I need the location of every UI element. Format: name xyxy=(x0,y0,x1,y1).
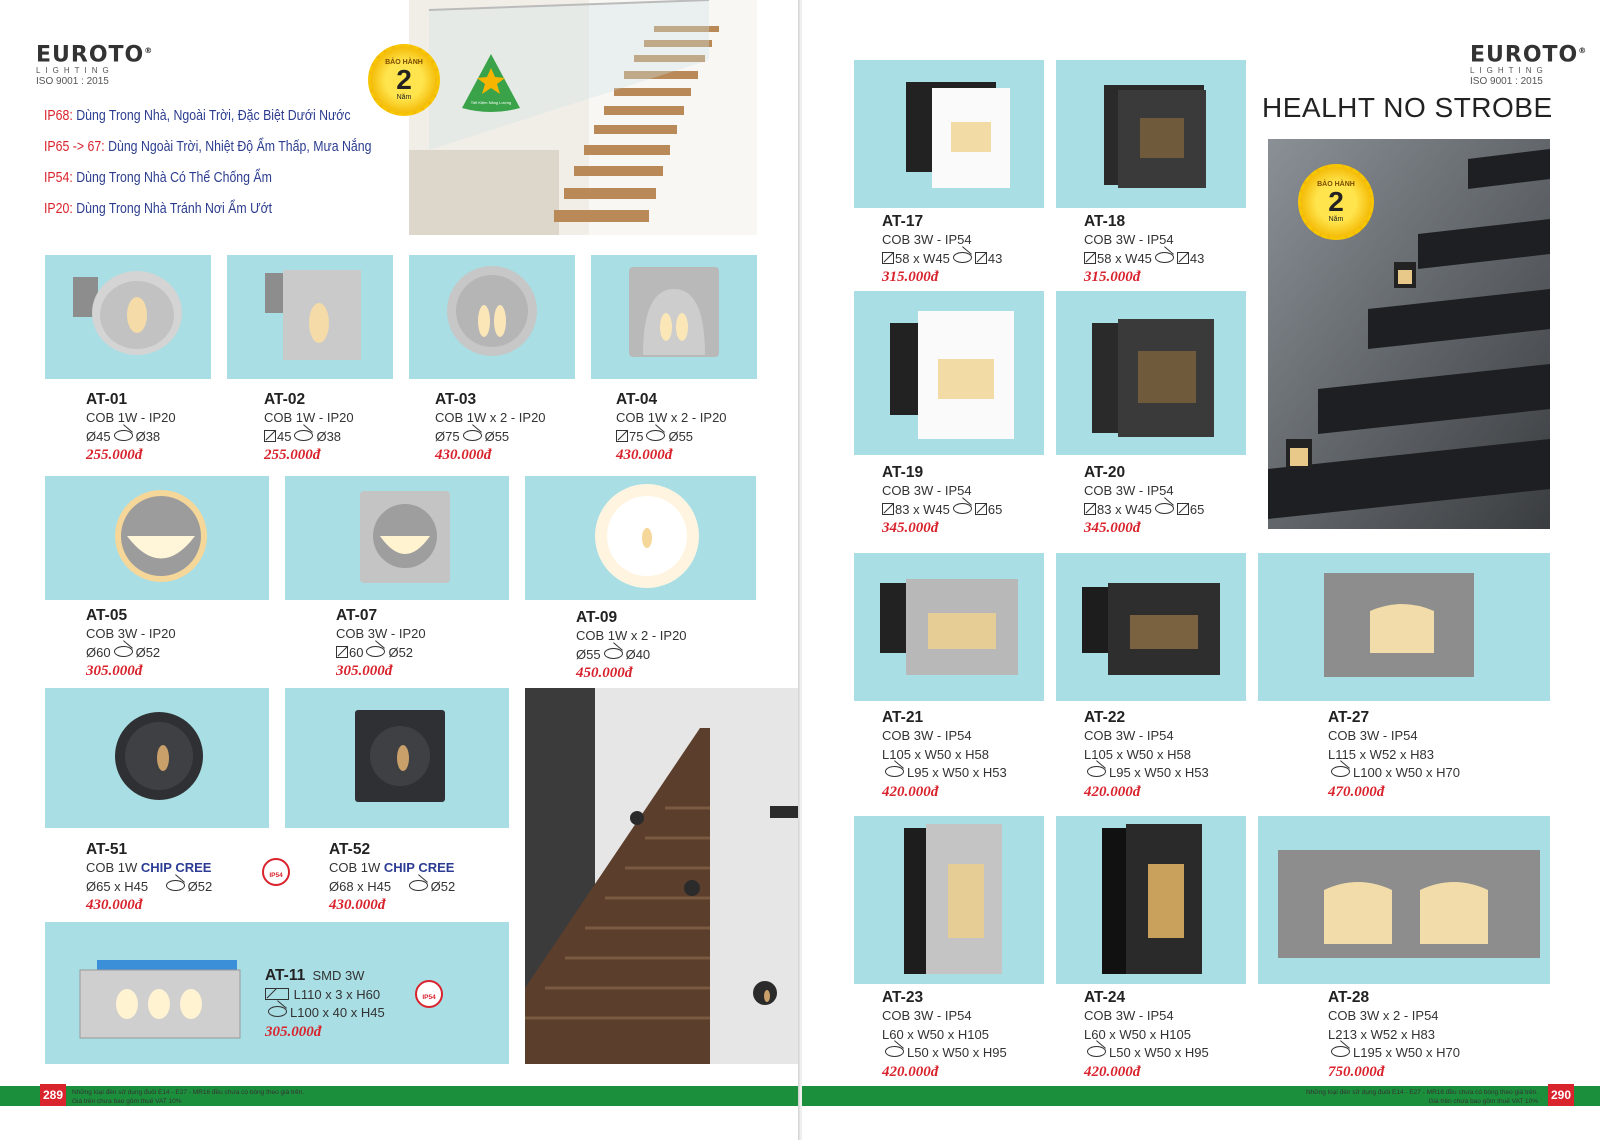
card-at23 xyxy=(882,988,1007,1081)
product-image-at11 xyxy=(45,922,265,1064)
square-size-icon xyxy=(336,646,348,658)
card-at09 xyxy=(576,608,687,682)
product-spec: COB 3W x 2 - IP54 xyxy=(1328,1008,1439,1023)
product-spec: COB 3W - IP54 xyxy=(882,728,972,743)
product-cutout: L95 x W50 x H53 xyxy=(882,764,1007,783)
product-code: AT-27 xyxy=(1328,709,1370,726)
product-spec: COB 3W - IP54 xyxy=(1084,232,1174,247)
square-size-icon xyxy=(264,430,276,442)
product-spec: COB 3W - IP54 xyxy=(882,483,972,498)
product-cutout: L100 x 40 x H45 xyxy=(265,1004,385,1023)
cutout-icon xyxy=(885,766,904,777)
product-cutout: L100 x W50 x H70 xyxy=(1328,764,1460,783)
product-cutout: L50 x W50 x H95 xyxy=(1084,1044,1209,1063)
product-image-at03 xyxy=(409,255,575,379)
product-spec: COB 1W x 2 - IP20 xyxy=(616,410,727,425)
card-at27 xyxy=(1328,708,1460,801)
cutout-icon xyxy=(604,648,623,659)
product-size: L60 x W50 x H105 xyxy=(1084,1026,1191,1042)
cutout-icon xyxy=(1087,766,1106,777)
product-spec: COB 1W - IP20 xyxy=(264,410,354,425)
card-at11 xyxy=(265,966,385,1041)
page-heading: HEALHT NO STROBE xyxy=(1262,92,1553,123)
staircase-photo-top xyxy=(409,0,757,235)
card-at02 xyxy=(264,390,354,464)
product-size: 60 Ø52 xyxy=(336,644,426,663)
card-at20 xyxy=(1084,463,1204,537)
product-price: 305.000đ xyxy=(265,1023,322,1040)
product-image-at27 xyxy=(1258,553,1550,701)
footnote: Những loại đèn sử dụng đuôi E14 - E27 - MR16 đều chưa có bóng theo giá trên. Giá trên chưa bao gồm thuế VAT 10% xyxy=(1305,1089,1538,1105)
product-spec: SMD 3W xyxy=(312,968,365,983)
product-code: AT-21 xyxy=(882,709,924,726)
cutout-icon xyxy=(366,646,385,657)
cutout-icon xyxy=(114,646,133,657)
product-size: L60 x W50 x H105 xyxy=(882,1026,989,1042)
product-image-at20 xyxy=(1056,291,1246,455)
square-size-icon xyxy=(975,252,987,264)
product-price: 470.000đ xyxy=(1328,783,1385,800)
product-tile-at11 xyxy=(45,922,509,1064)
cutout-icon xyxy=(463,430,482,441)
cutout-icon xyxy=(953,503,972,514)
product-spec: COB 1W CHIP CREE xyxy=(329,860,455,875)
product-image-at01 xyxy=(45,255,211,379)
product-image-at19 xyxy=(854,291,1044,455)
cutout-icon xyxy=(1087,1046,1106,1057)
cutout-icon xyxy=(166,880,185,891)
square-size-icon xyxy=(1084,503,1096,515)
product-price: 420.000đ xyxy=(882,783,939,800)
product-price: 750.000đ xyxy=(1328,1063,1385,1080)
product-image-at17 xyxy=(854,60,1044,208)
ip54-badge: IP54 xyxy=(262,858,290,886)
product-image-at09 xyxy=(525,476,756,600)
product-code: AT-19 xyxy=(882,464,924,481)
ip65-line: IP65 -> 67: Dùng Ngoài Trời, Nhiệt Độ Ẩm Thấp, Mưa Nắng xyxy=(44,139,372,155)
ip54-line: IP54: Dùng Trong Nhà Có Thể Chống Ẩm xyxy=(44,170,272,186)
card-at22 xyxy=(1084,708,1209,801)
euroto-logo: EUROTO® LIGHTING ISO 9001 : 2015 xyxy=(36,42,154,88)
card-at03 xyxy=(435,390,546,464)
ip20-line: IP20: Dùng Trong Nhà Tránh Nơi Ẩm Ướt xyxy=(44,201,273,217)
product-size: L105 x W50 x H58 xyxy=(1084,746,1191,762)
product-size: Ø60 Ø52 xyxy=(86,644,161,660)
product-size: 58 x W45 43 xyxy=(882,250,1002,269)
product-spec: COB 1W CHIP CREE xyxy=(86,860,212,875)
product-cutout: L195 x W50 x H70 xyxy=(1328,1044,1460,1063)
cutout-icon xyxy=(646,430,665,441)
page-number: 290 xyxy=(1548,1084,1574,1106)
rect-size-icon xyxy=(265,988,289,1000)
cutout-icon xyxy=(294,430,313,441)
product-price: 305.000đ xyxy=(336,663,393,679)
product-image-at02 xyxy=(227,255,393,379)
card-at51 xyxy=(86,840,212,914)
square-size-icon xyxy=(1177,503,1189,515)
card-at19 xyxy=(882,463,1002,537)
product-code: AT-17 xyxy=(882,213,924,230)
product-code: AT-04 xyxy=(616,391,658,408)
product-code: AT-02 xyxy=(264,391,306,408)
product-image-at04 xyxy=(591,255,757,379)
product-spec: COB 3W - IP20 xyxy=(86,626,176,641)
product-code: AT-23 xyxy=(882,989,924,1006)
product-spec: COB 3W - IP54 xyxy=(882,232,972,247)
product-image-at51 xyxy=(45,688,269,828)
cutout-icon xyxy=(409,880,428,891)
cutout-icon xyxy=(1331,1046,1350,1057)
product-code: AT-52 xyxy=(329,841,371,858)
product-size: 75 Ø55 xyxy=(616,428,727,447)
square-size-icon xyxy=(882,503,894,515)
staircase-photo-bottom xyxy=(525,688,800,1064)
product-image-at22 xyxy=(1056,553,1246,701)
product-price: 255.000đ xyxy=(86,447,143,463)
product-size: L110 x 3 x H60 xyxy=(265,986,385,1005)
product-cutout: L95 x W50 x H53 xyxy=(1084,764,1209,783)
product-size: Ø55 Ø40 xyxy=(576,646,651,662)
product-image-at07 xyxy=(285,476,509,600)
product-price: 430.000đ xyxy=(329,897,386,913)
product-spec: COB 1W x 2 - IP20 xyxy=(576,628,687,643)
product-code: AT-24 xyxy=(1084,989,1126,1006)
product-image-at23 xyxy=(854,816,1044,984)
product-code: AT-03 xyxy=(435,391,477,408)
product-spec: COB 3W - IP54 xyxy=(1084,728,1174,743)
product-size: L213 x W52 x H83 xyxy=(1328,1026,1435,1042)
product-size: Ø45 Ø38 xyxy=(86,428,161,444)
page-number: 289 xyxy=(40,1084,66,1106)
product-code: AT-01 xyxy=(86,391,128,408)
euroto-logo: EUROTO® LIGHTING ISO 9001 : 2015 xyxy=(1470,42,1588,88)
product-size: Ø65 x H45 Ø52 xyxy=(86,878,213,894)
product-image-at21 xyxy=(854,553,1044,701)
product-price: 345.000đ xyxy=(1084,520,1141,536)
product-price: 430.000đ xyxy=(616,447,673,463)
product-size: Ø68 x H45 Ø52 xyxy=(329,878,456,894)
warranty-badge: BẢO HÀNH 2 Năm xyxy=(368,44,440,116)
card-at52 xyxy=(329,840,455,914)
card-at01 xyxy=(86,390,176,464)
product-size: L115 x W52 x H83 xyxy=(1328,746,1434,762)
product-price: 305.000đ xyxy=(86,663,143,679)
card-at05 xyxy=(86,606,176,680)
cutout-icon xyxy=(953,252,972,263)
card-at07 xyxy=(336,606,426,680)
cutout-icon xyxy=(1331,766,1350,777)
square-size-icon xyxy=(1084,252,1096,264)
product-size: 83 x W45 65 xyxy=(882,501,1002,520)
square-size-icon xyxy=(616,430,628,442)
cutout-icon xyxy=(885,1046,904,1057)
product-code: AT-22 xyxy=(1084,709,1126,726)
ip54-badge: IP54 xyxy=(415,980,443,1008)
product-price: 420.000đ xyxy=(1084,783,1141,800)
product-price: 345.000đ xyxy=(882,520,939,536)
product-image-at28 xyxy=(1258,816,1550,984)
product-spec: COB 3W - IP20 xyxy=(336,626,426,641)
product-image-at18 xyxy=(1056,60,1246,208)
footnote: Những loại đèn sử dụng đuôi E14 - E27 - MR16 đều chưa có bóng theo giá trên. Giá trên chưa bao gồm thuế VAT 10% xyxy=(72,1089,305,1105)
square-size-icon xyxy=(975,503,987,515)
product-spec: COB 1W - IP20 xyxy=(86,410,176,425)
product-code: AT-05 xyxy=(86,607,128,624)
energy-saving-icon: Tiết Kiệm Năng Lượng xyxy=(458,50,524,116)
product-size: 45 Ø38 xyxy=(264,428,354,447)
square-size-icon xyxy=(882,252,894,264)
product-spec: COB 3W - IP54 xyxy=(1084,483,1174,498)
product-size: Ø75 Ø55 xyxy=(435,428,510,444)
product-spec: COB 1W x 2 - IP20 xyxy=(435,410,546,425)
product-price: 430.000đ xyxy=(86,897,143,913)
card-at28 xyxy=(1328,988,1460,1081)
card-at18 xyxy=(1084,212,1204,286)
product-image-at52 xyxy=(285,688,509,828)
card-at21 xyxy=(882,708,1007,801)
product-image-at05 xyxy=(45,476,269,600)
product-code: AT-51 xyxy=(86,841,128,858)
product-price: 420.000đ xyxy=(1084,1063,1141,1080)
ip68-line: IP68: Dùng Trong Nhà, Ngoài Trời, Đặc Biệt Dưới Nước xyxy=(44,108,351,124)
product-size: L105 x W50 x H58 xyxy=(882,746,989,762)
product-code: AT-07 xyxy=(336,607,378,624)
product-code: AT-28 xyxy=(1328,989,1370,1006)
cutout-icon xyxy=(114,430,133,441)
card-at17 xyxy=(882,212,1002,286)
product-price: 315.000đ xyxy=(882,269,939,285)
warranty-badge: BẢO HÀNH 2 Năm xyxy=(1298,164,1374,240)
product-cutout: L50 x W50 x H95 xyxy=(882,1044,1007,1063)
product-spec: COB 3W - IP54 xyxy=(1084,1008,1174,1023)
right-page xyxy=(802,0,1600,1140)
product-spec: COB 3W - IP54 xyxy=(1328,728,1418,743)
cutout-icon xyxy=(268,1006,287,1017)
product-code: AT-11 xyxy=(265,967,306,984)
product-spec: COB 3W - IP54 xyxy=(882,1008,972,1023)
product-size: 83 x W45 65 xyxy=(1084,501,1204,520)
product-code: AT-20 xyxy=(1084,464,1126,481)
product-price: 315.000đ xyxy=(1084,269,1141,285)
product-price: 450.000đ xyxy=(576,665,633,681)
card-at24 xyxy=(1084,988,1209,1081)
product-image-at24 xyxy=(1056,816,1246,984)
product-price: 420.000đ xyxy=(882,1063,939,1080)
product-code: AT-09 xyxy=(576,609,618,626)
cutout-icon xyxy=(1155,503,1174,514)
product-code: AT-18 xyxy=(1084,213,1126,230)
product-price: 255.000đ xyxy=(264,447,321,463)
square-size-icon xyxy=(1177,252,1189,264)
cutout-icon xyxy=(1155,252,1174,263)
card-at04 xyxy=(616,390,727,464)
product-size: 58 x W45 43 xyxy=(1084,250,1204,269)
product-price: 430.000đ xyxy=(435,447,492,463)
